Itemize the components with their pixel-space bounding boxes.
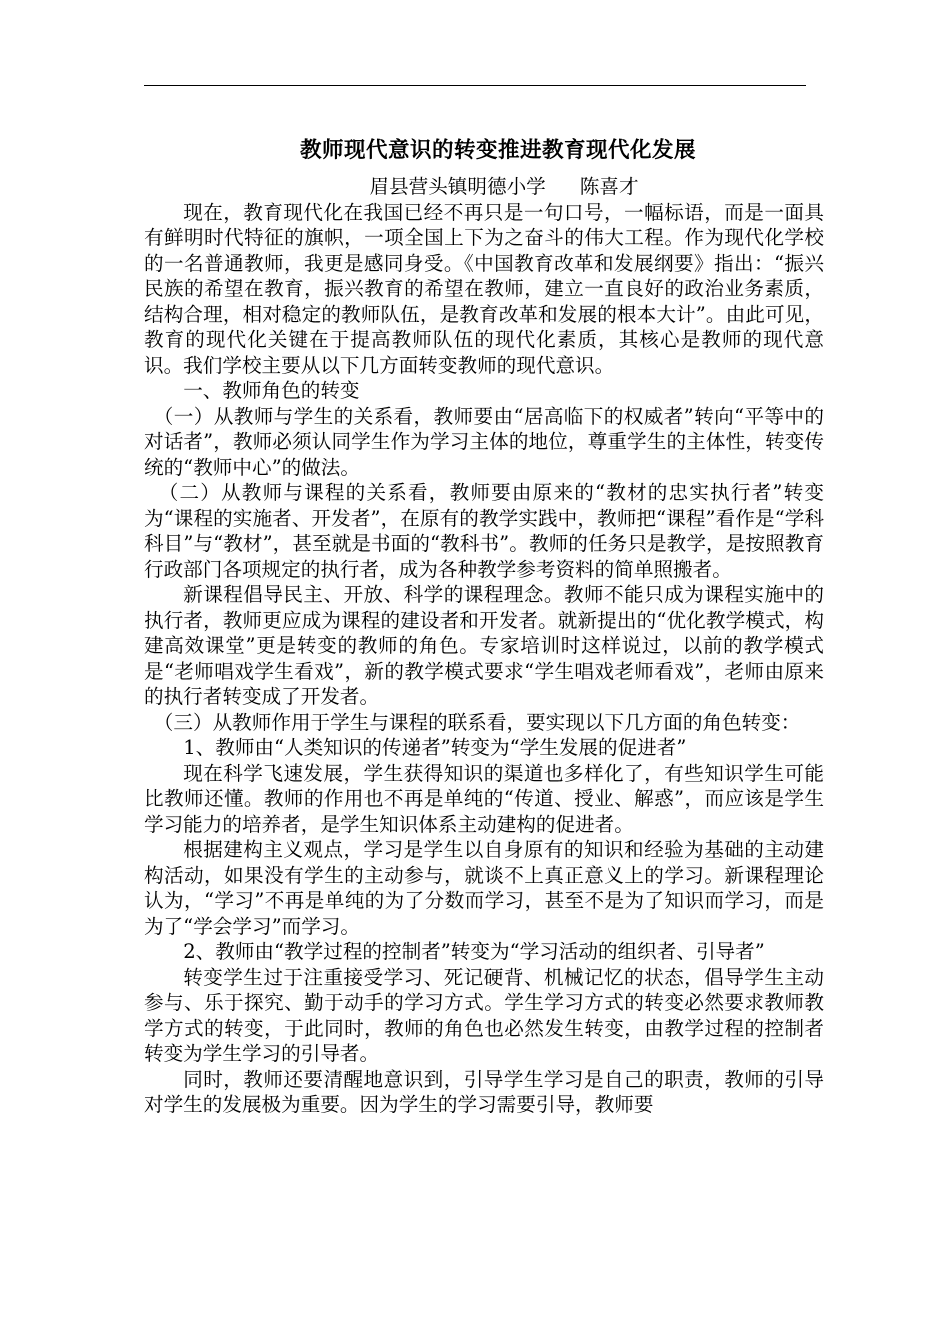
paragraph: 现在科学飞速发展，学生获得知识的渠道也多样化了，有些知识学生可能比教师还懂。教师的作用也不再是单纯的“传道、授业、解惑”，而应该是学生学习能力的培养者，是学生知识体系主动建构的促进者。 [144, 761, 824, 836]
paragraph: 转变学生过于注重接受学习、死记硬背、机械记忆的状态，倡导学生主动参与、乐于探究、勤于动手的学习方式。学生学习方式的转变必然要求教师教学方式的转变，于此同时，教师的角色也必然发生转变，由教学过程的控制者转变为学生学习的引导者。 [144, 965, 824, 1065]
paragraph-list [144, 200, 824, 1118]
paragraph: （一）从教师与学生的关系看，教师要由“居高临下的权威者”转向“平等中的对话者”，教师必须认同学生作为学习主体的地位，尊重学生的主体性，转变传统的“教师中心”的做法。 [144, 404, 824, 479]
paragraph: 同时，教师还要清醒地意识到，引导学生学习是自己的职责，教师的引导对学生的发展极为重要。因为学生的学习需要引导，教师要 [144, 1067, 824, 1116]
document-title: 教师现代意识的转变推进教育现代化发展 [299, 138, 696, 163]
header-rule [144, 85, 806, 86]
paragraph: 新课程倡导民主、开放、科学的课程理念。教师不能只成为课程实施中的执行者，教师更应成为课程的建设者和开发者。就新提出的“优化教学模式，构建高效课堂”更是转变的教师的角色。专家培训时这样说过，以前的教学模式是“老师唱戏学生看戏”，新的教学模式要求“学生唱戏老师看戏”，老师由原来的执行者转变成了开发者。 [144, 583, 824, 708]
paragraph: 一、教师角色的转变 [183, 379, 360, 402]
paragraph: 根据建构主义观点，学习是学生以自身原有的知识和经验为基础的主动建构活动，如果没有学生的主动参与，就谈不上真正意义上的学习。新课程理论认为，“学习”不再是单纯的为了分数而学习，甚至不是为了知识而学习，而是为了“学会学习”而学习。 [144, 838, 824, 938]
paragraph: 2、教师由“教学过程的控制者”转变为“学习活动的组织者、引导者” [183, 940, 765, 963]
paragraph: （三）从教师作用于学生与课程的联系看，要实现以下几方面的角色转变： [153, 710, 801, 734]
author-school: 眉县营头镇明德小学 [369, 175, 546, 198]
paragraph: （二）从教师与课程的关系看，教师要由原来的“教材的忠实执行者”转变为“课程的实施者、开发者”，在原有的教学实践中，教师把“课程”看作是“学科科目”与“教材”，甚至就是书面的“教科书”。教师的任务只是教学，是按照教育行政部门各项规定的执行者，成为各种教学参考资料的简单照搬者。 [144, 481, 824, 581]
paragraph: 现在，教育现代化在我国已经不再只是一句口号，一幅标语，而是一面具有鲜明时代特征的旗帜，一项全国上下为之奋斗的伟大工程。作为现代化学校的一名普通教师，我更是感同身受。《中国教育改革和发展纲要》指出：“振兴民族的希望在教育，振兴教育的希望在教师，建立一直良好的政治业务素质，结构合理，相对稳定的教师队伍，是教育改革和发展的根本大计”。由此可见，教育的现代化关键在于提高教师队伍的现代化素质，其核心是教师的现代意识。我们学校主要从以下几方面转变教师的现代意识。 [144, 200, 824, 377]
author-line [144, 174, 824, 200]
paragraph: 1、教师由“人类知识的传递者”转变为“学生发展的促进者” [183, 736, 687, 759]
author-name: 陈喜才 [579, 175, 639, 198]
document-body [144, 128, 824, 1118]
